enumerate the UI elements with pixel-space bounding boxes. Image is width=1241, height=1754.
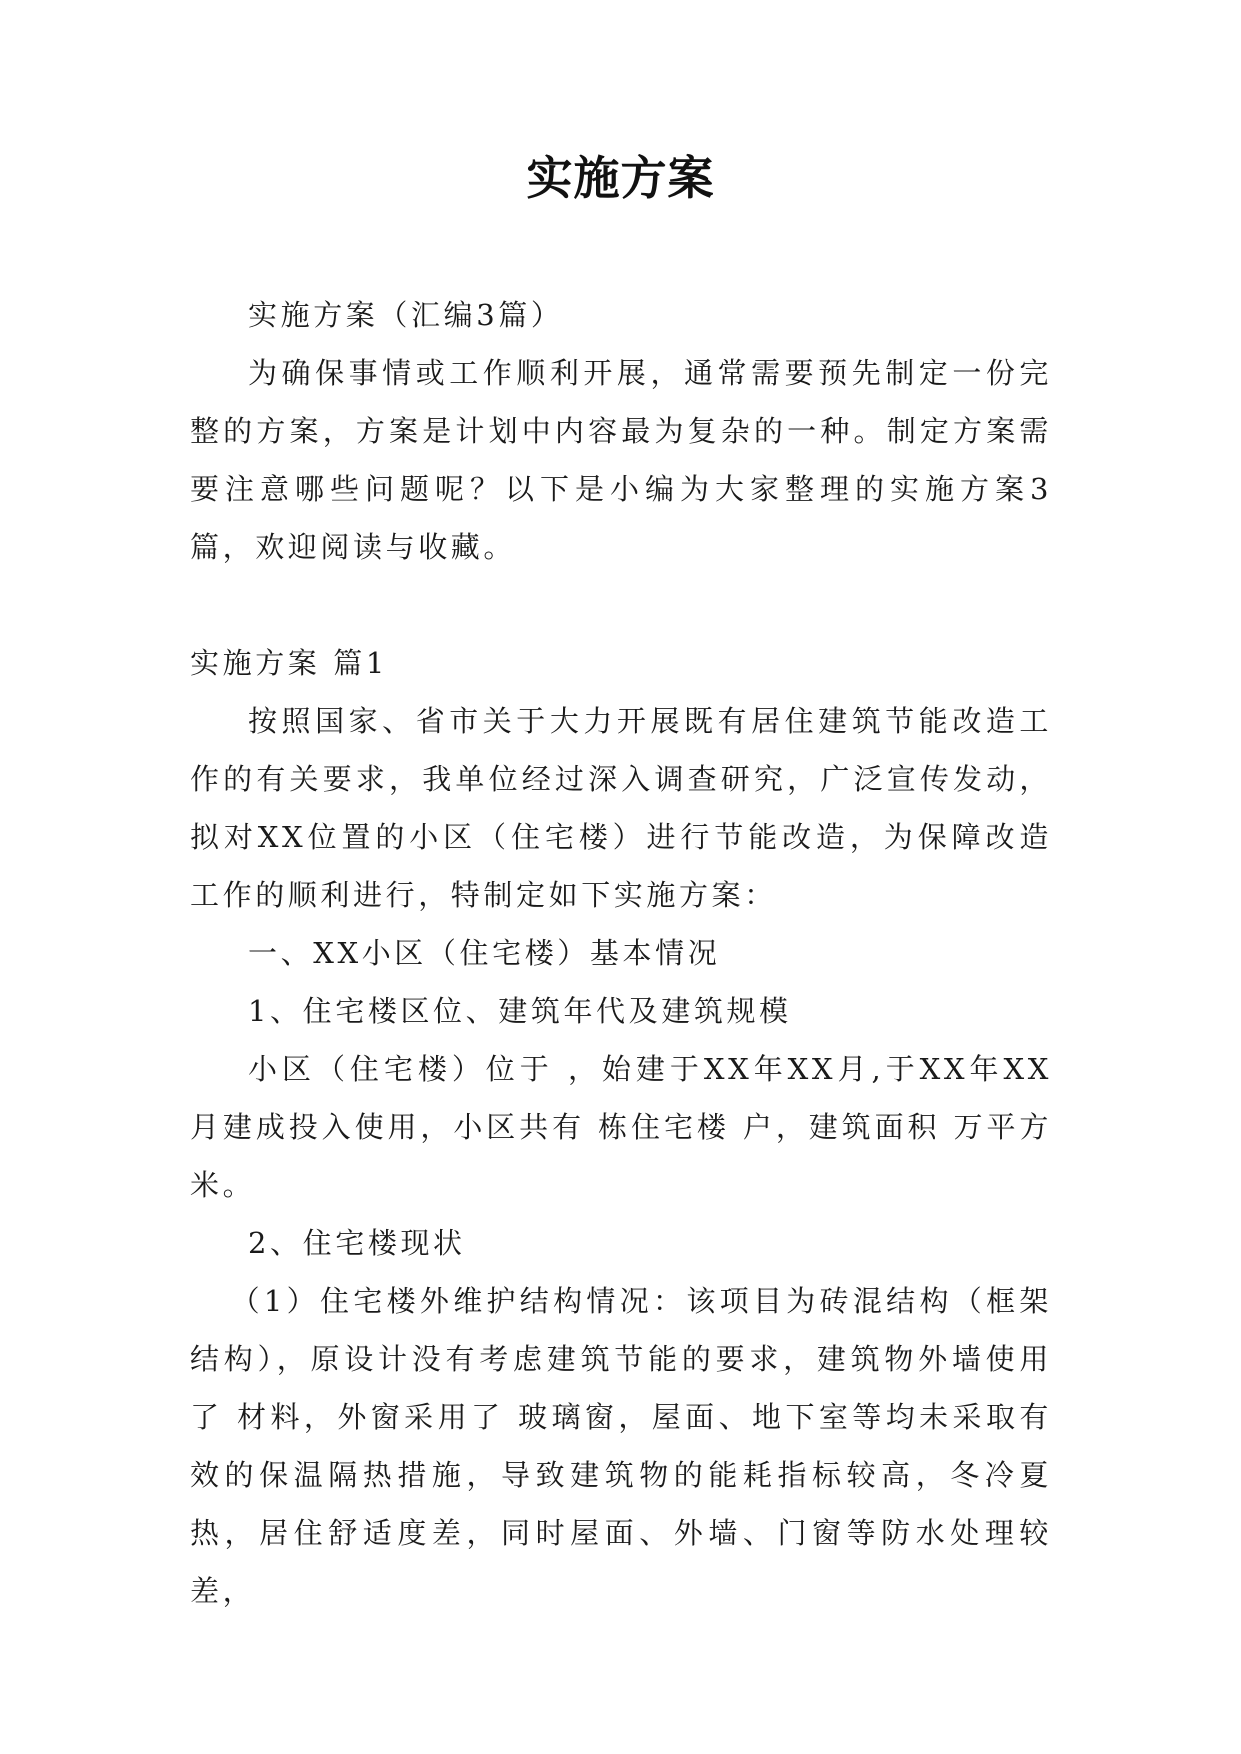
body-paragraph: 小区（住宅楼）位于 ，始建于XX年XX月,于XX年XX月建成投入使用，小区共有 栋住宅楼 户，建筑面积 万平方米。 — [190, 1052, 1052, 1202]
item-heading: 1、住宅楼区位、建筑年代及建筑规模 — [248, 994, 792, 1028]
subsection-heading: 一、XX小区（住宅楼）基本情况 — [248, 936, 721, 970]
section-spacer — [190, 576, 1052, 634]
section-heading: 实施方案 篇1 — [190, 646, 388, 680]
item-heading: 2、住宅楼现状 — [248, 1226, 466, 1260]
intro-paragraph: 为确保事情或工作顺利开展，通常需要预先制定一份完整的方案，方案是计划中内容最为复杂的一种。制定方案需要注意哪些问题呢？以下是小编为大家整理的实施方案3篇，欢迎阅读与收藏。 — [190, 356, 1052, 564]
body-paragraph: 按照国家、省市关于大力开展既有居住建筑节能改造工作的有关要求，我单位经过深入调查研究，广泛宣传发动，拟对XX位置的小区（住宅楼）进行节能改造，为保障改造工作的顺利进行，特制定如下实施方案： — [190, 704, 1052, 912]
document-body — [190, 286, 1052, 1620]
body-paragraph: （1）住宅楼外维护结构情况：该项目为砖混结构（框架结构），原设计没有考虑建筑节能的要求，建筑物外墙使用了 材料，外窗采用了 玻璃窗，屋面、地下室等均未采取有效的保温隔热措施，导致建筑物的能耗指标较高，冬冷夏热，居住舒适度差，同时屋面、外墙、门窗等防水处理较差， — [190, 1284, 1052, 1608]
collection-subtitle: 实施方案（汇编3篇） — [248, 298, 564, 332]
document-title: 实施方案 — [526, 151, 715, 205]
